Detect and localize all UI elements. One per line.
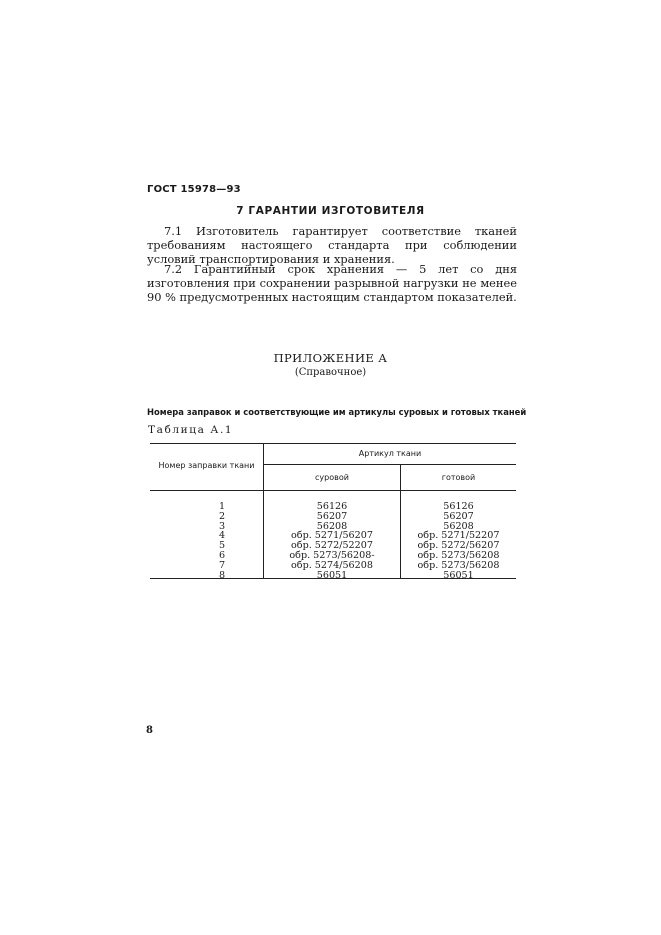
page-number: 8 — [146, 725, 153, 736]
section-title: 7 ГАРАНТИИ ИЗГОТОВИТЕЛЯ — [236, 205, 425, 217]
header-fabric-article: Артикул ткани — [358, 449, 422, 458]
table-group-rule — [263, 464, 516, 465]
paragraph-7-1-text: 7.1 Изготовитель гарантирует соответствие тканей требованиям настоящего стандарта при соблюдении условий транспортирования и хранения. — [147, 224, 517, 266]
header-finished: готовой — [441, 473, 476, 482]
table-header-rule — [150, 490, 516, 491]
table-label: Таблица А.1 — [148, 424, 234, 436]
annex-title: ПРИЛОЖЕНИЕ А — [273, 351, 388, 365]
annex-subtitle: (Справочное) — [294, 367, 367, 378]
document-code: ГОСТ 15978—93 — [147, 184, 241, 195]
tuning-number-column: 1 2 3 4 5 6 7 8 — [218, 501, 226, 581]
raw-article-column: 56126 56207 56208 обр. 5271/56207 обр. 5272/52207 обр. 5273/56208- обр. 5274/56208 56051 — [289, 501, 375, 581]
table-caption: Номера заправок и соответствующие им артикулы суровых и готовых тканей — [147, 407, 527, 417]
articles-table — [150, 443, 516, 579]
table-top-rule — [150, 443, 516, 444]
finished-article-column: 56126 56207 56208 обр. 5271/52207 обр. 5272/56207 обр. 5273/56208 обр. 5273/56208 56051 — [417, 501, 500, 581]
header-tuning-number: Номер заправки ткани — [158, 461, 255, 470]
header-raw: суровой — [315, 473, 349, 482]
paragraph-7-2-text: 7.2 Гарантийный срок хранения — 5 лет со дня изготовления при сохранении разрывной нагрузки не менее 90 % предусмотренных настоящим стандартом показателей. — [147, 262, 517, 304]
paragraph-7-2 — [147, 262, 517, 304]
paragraph-7-1 — [147, 224, 517, 266]
